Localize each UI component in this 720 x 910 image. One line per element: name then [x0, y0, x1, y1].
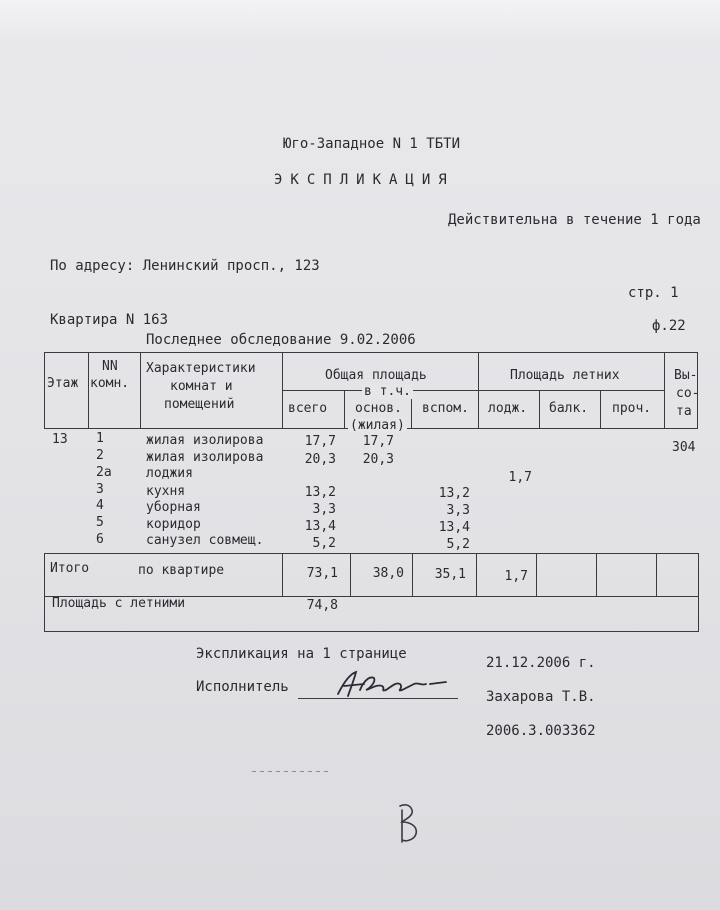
header-loggia: лодж.	[488, 401, 528, 416]
totals-label: Итого	[50, 561, 90, 576]
row-main: 17,7	[362, 434, 394, 449]
col-divider	[412, 553, 413, 596]
col-divider	[596, 553, 597, 596]
col-divider	[656, 553, 657, 596]
col-divider	[539, 390, 540, 428]
executor-label: Исполнитель	[196, 679, 289, 695]
header-characteristics: Характеристики	[146, 361, 256, 376]
issue-date: 21.12.2006 г.	[486, 655, 596, 671]
row-total: 3,3	[312, 502, 336, 517]
col-divider	[88, 352, 89, 428]
row-nn: 2а	[96, 465, 112, 480]
col-divider	[282, 553, 283, 596]
header-incl: в т.ч.	[364, 384, 411, 399]
row-loggia: 1,7	[508, 470, 532, 485]
signature	[330, 668, 460, 702]
subheader-divider	[282, 390, 664, 391]
height-value: 304	[672, 440, 696, 455]
header-characteristics-2: комнат и	[170, 379, 233, 394]
paper-top-edge	[0, 0, 720, 40]
header-other: проч.	[612, 401, 652, 416]
address: По адресу: Ленинский просп., 123	[50, 258, 320, 274]
last-survey: Последнее обследование 9.02.2006	[146, 332, 416, 348]
org-name: Юго-Западное N 1 ТБТИ	[283, 136, 461, 152]
row-total: 5,2	[312, 536, 336, 551]
row-aux: 13,2	[438, 486, 470, 501]
row-name: кухня	[146, 484, 186, 499]
header-room: комн.	[90, 376, 130, 391]
header-main: основ.	[355, 401, 402, 416]
pages-note: Экспликация на 1 странице	[196, 646, 407, 662]
row-name: коридор	[146, 517, 201, 532]
totals-top-border	[44, 553, 699, 554]
totals-aux: 35,1	[434, 567, 466, 582]
col-divider	[344, 390, 345, 428]
header-total-area: Общая площадь	[325, 368, 427, 383]
page-number: стр. 1	[628, 285, 679, 301]
validity-note: Действительна в течение 1 года	[448, 212, 701, 228]
table-left-border	[44, 352, 45, 428]
totals-label-2: по квартире	[138, 563, 225, 578]
row-name: жилая изолирова	[146, 433, 264, 448]
row-nn: 5	[96, 515, 104, 530]
row-nn: 6	[96, 532, 104, 547]
header-height-3: та	[676, 404, 692, 419]
row-name: уборная	[146, 500, 201, 515]
col-divider	[536, 553, 537, 596]
header-height-1: Вы-	[674, 368, 698, 383]
row-aux: 5,2	[446, 537, 470, 552]
row-name: санузел совмещ.	[146, 533, 264, 548]
form-code: ф.22	[652, 318, 686, 334]
header-summer-area: Площадь летних	[510, 368, 620, 383]
row-nn: 1	[96, 431, 104, 446]
header-balcony: балк.	[549, 401, 589, 416]
document-number: 2006.3.003362	[486, 723, 596, 739]
row-total: 13,4	[304, 519, 336, 534]
totals-right-border	[698, 553, 699, 631]
faint-mark	[252, 771, 332, 772]
header-aux: вспом.	[422, 401, 469, 416]
row-nn: 4	[96, 498, 104, 513]
col-divider	[140, 352, 141, 428]
row-nn: 3	[96, 482, 104, 497]
totals-total: 73,1	[306, 566, 338, 581]
with-summer-label: Площадь с летними	[52, 596, 186, 611]
handwritten-mark	[396, 800, 426, 846]
totals-left-border	[44, 553, 45, 631]
col-divider	[600, 390, 601, 428]
row-total: 17,7	[304, 434, 336, 449]
row-name: жилая изолирова	[146, 450, 264, 465]
header-characteristics-3: помещений	[164, 397, 235, 412]
col-divider	[664, 352, 665, 428]
col-divider	[476, 553, 477, 596]
executor-name: Захарова Т.В.	[486, 689, 596, 705]
row-total: 20,3	[304, 452, 336, 467]
row-name: лоджия	[146, 466, 193, 481]
row-aux: 13,4	[438, 520, 470, 535]
floor-value: 13	[52, 432, 68, 447]
table-top-border	[44, 352, 698, 353]
header-nn: NN	[102, 359, 118, 374]
document-title: ЭКСПЛИКАЦИЯ	[274, 172, 455, 188]
col-divider	[350, 553, 351, 596]
row-aux: 3,3	[446, 503, 470, 518]
header-height-2: со-	[676, 386, 700, 401]
with-summer-value: 74,8	[306, 598, 338, 613]
summer-bottom-border	[44, 631, 699, 632]
row-main: 20,3	[362, 452, 394, 467]
header-all: всего	[288, 401, 328, 416]
apartment-number: Квартира N 163	[50, 312, 169, 328]
row-total: 13,2	[304, 485, 336, 500]
header-floor: Этаж	[47, 376, 79, 391]
totals-main: 38,0	[372, 566, 404, 581]
totals-loggia: 1,7	[504, 569, 528, 584]
row-nn: 2	[96, 448, 104, 463]
header-main-living: (жилая)	[350, 418, 405, 433]
